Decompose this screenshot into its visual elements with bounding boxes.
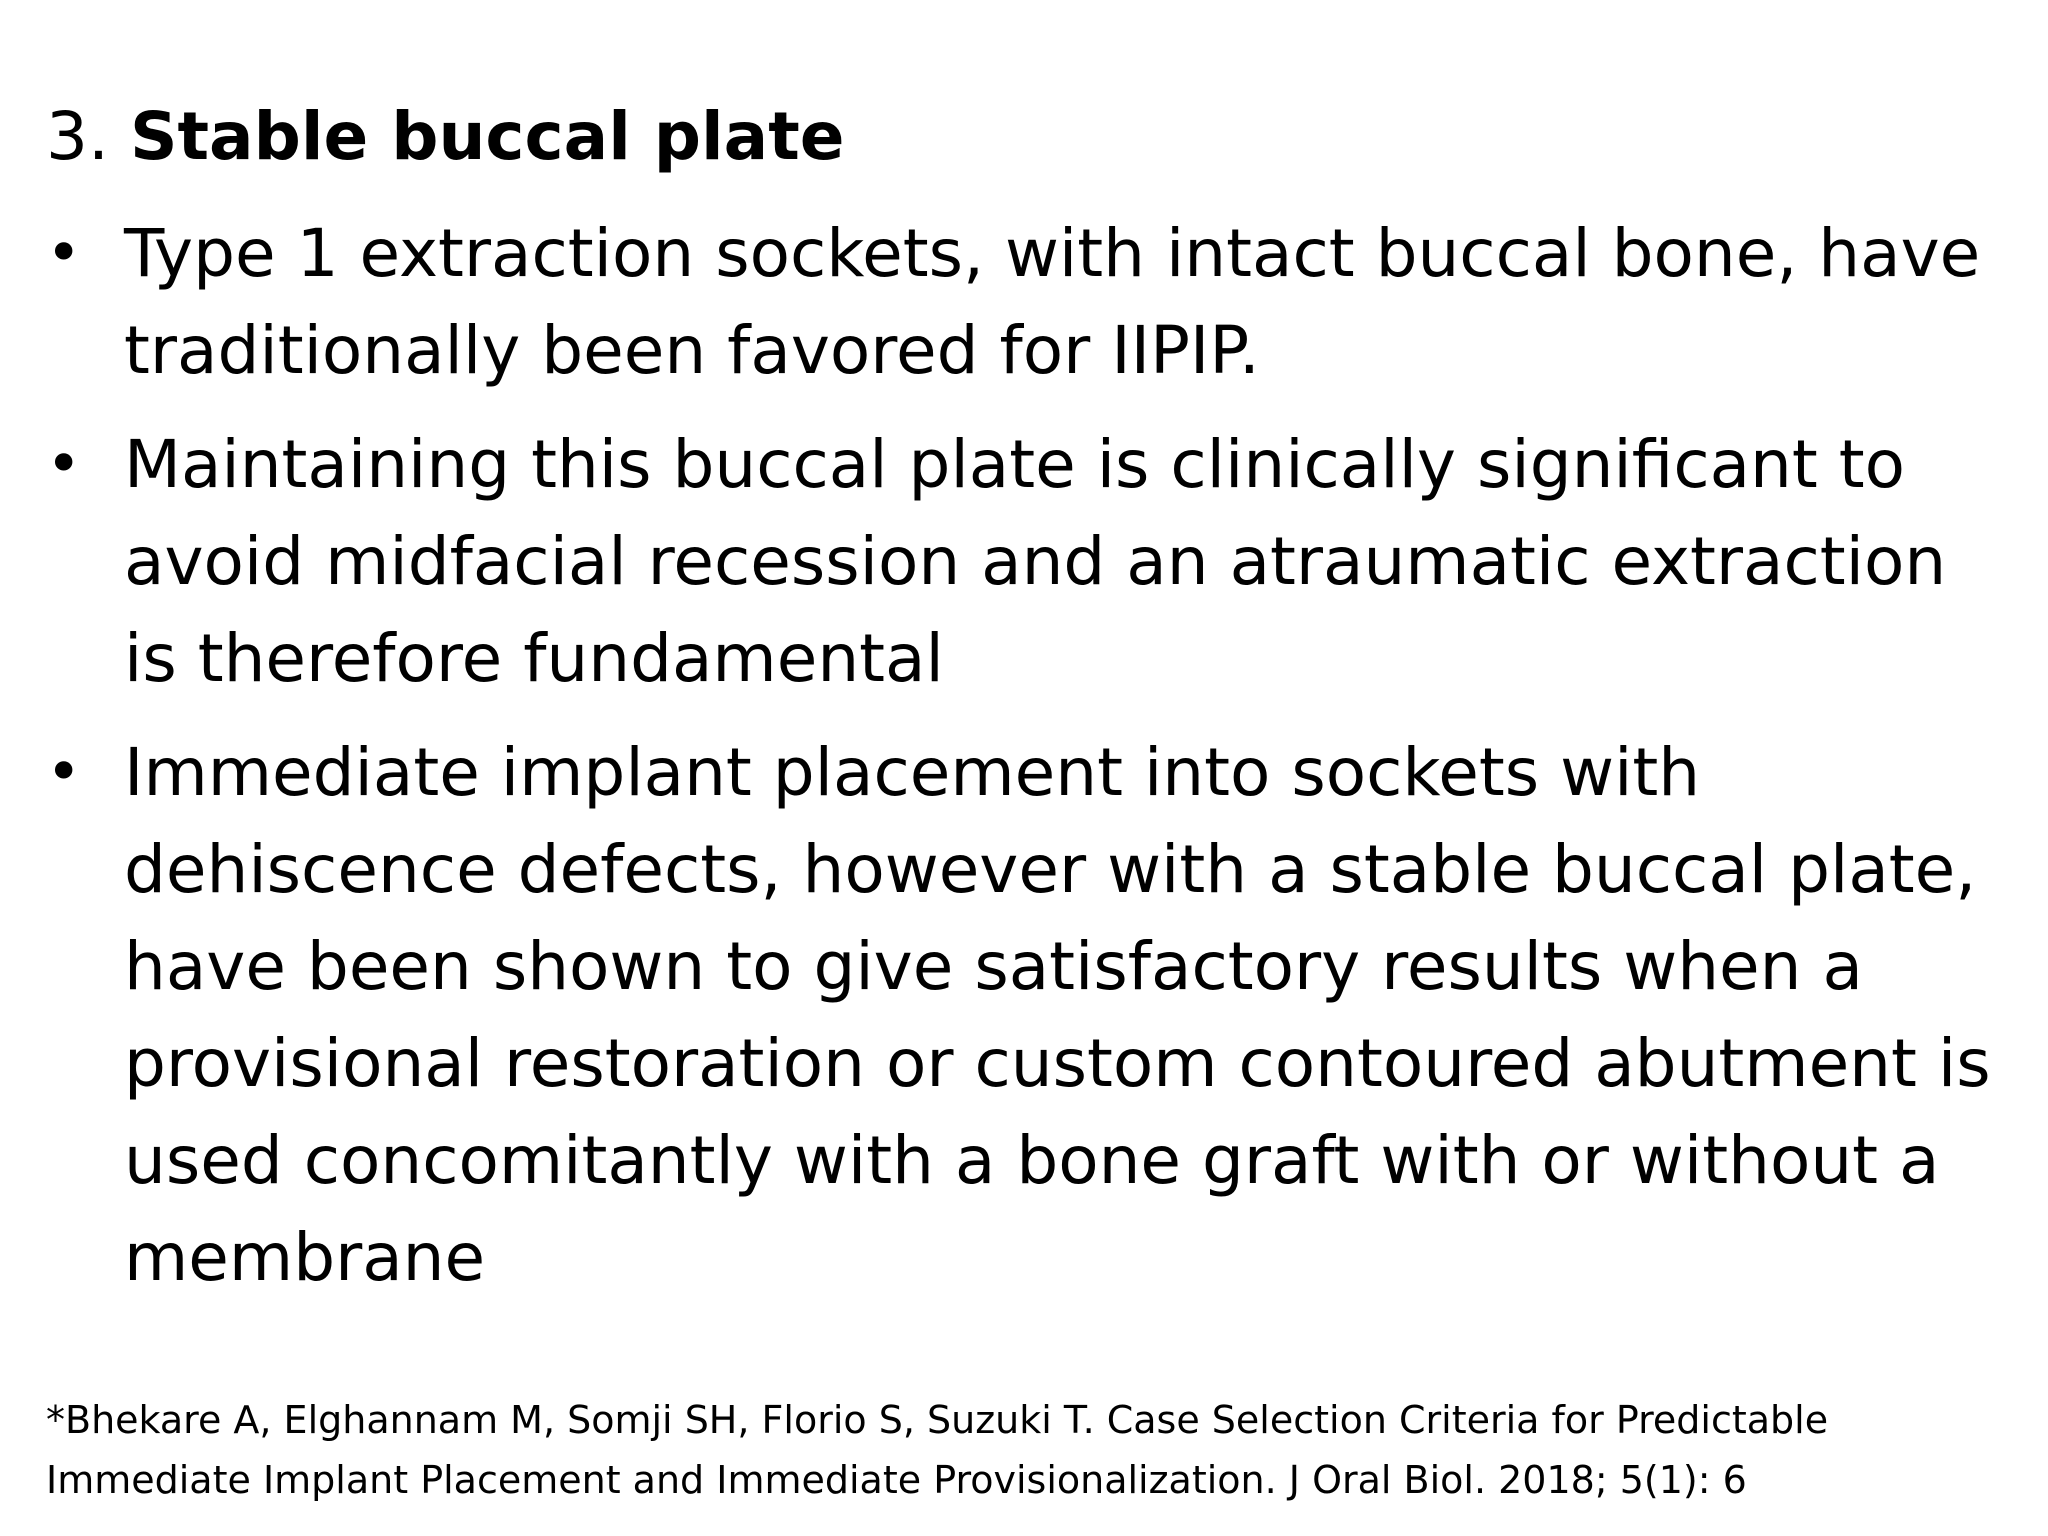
bullet-item (46, 724, 2006, 1306)
slide-heading (46, 92, 845, 182)
bullet-text: Immediate implant placement into sockets with dehiscence defects, however with a stable buccal plate, have been shown to give satisfactory results when a provisional restoration or custom contoured abutment is used concomitantly with a bone graft with or without a membrane (124, 734, 1991, 1296)
reference-citation: *Bhekare A, Elghannam M, Somji SH, Florio S, Suzuki T. Case Selection Criteria for Predictable Immediate Implant Placement and Immediate Provisionalization. J Oral Biol. 2018; 5(1): 6 (46, 1398, 1829, 1502)
bullet-icon: • (46, 737, 82, 807)
bullet-text: Maintaining this buccal plate is clinically significant to avoid midfacial recession and an atraumatic extraction is therefore fundamental (124, 426, 1947, 697)
bullet-icon: • (46, 429, 82, 499)
bullet-icon: • (46, 218, 82, 288)
heading-title: Stable buccal plate (129, 98, 845, 175)
bullet-item (46, 205, 2006, 399)
bullet-item (46, 416, 2006, 707)
bullet-list (46, 205, 2006, 1323)
bullet-text: Type 1 extraction sockets, with intact buccal bone, have traditionally been favored for IIPIP. (124, 215, 1981, 389)
heading-number: 3. (46, 98, 109, 175)
